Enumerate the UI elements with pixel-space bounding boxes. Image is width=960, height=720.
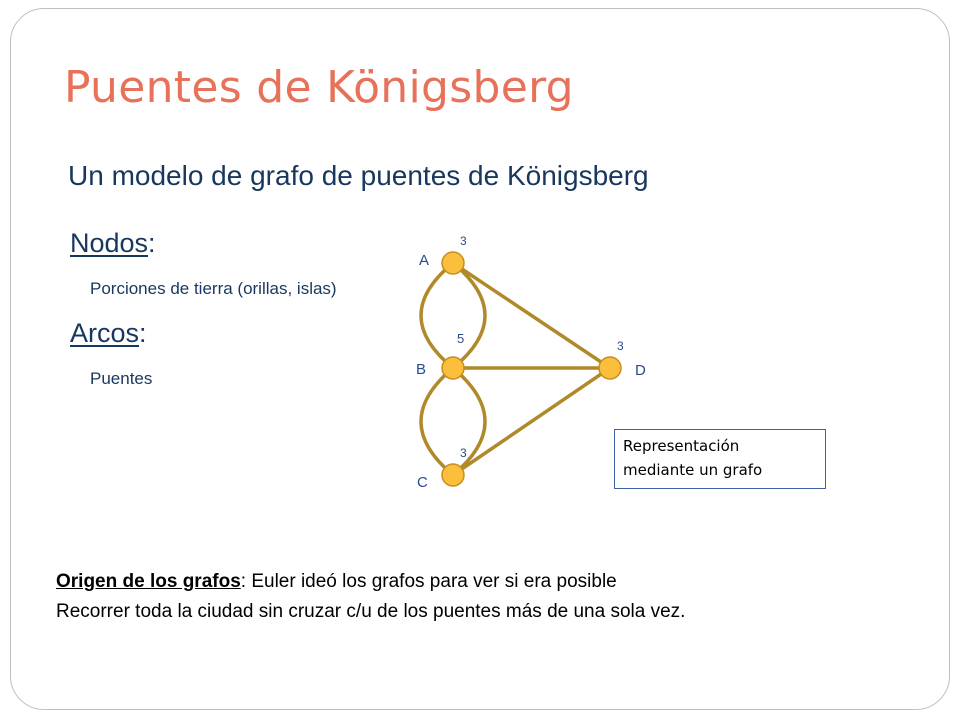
main-bullet-text: Un modelo de grafo de puentes de Königsberg	[68, 160, 649, 191]
edge-BC-0	[453, 368, 485, 475]
slide-title: Puentes de Königsberg	[64, 62, 574, 113]
arcos-colon: :	[139, 318, 147, 348]
node-degree-B: 5	[457, 331, 465, 346]
node-A	[442, 252, 464, 274]
nodos-label: Nodos	[70, 228, 149, 258]
edge-AB-0	[453, 263, 485, 368]
arcos-desc: Puentes	[90, 369, 153, 388]
origin-text	[56, 567, 685, 627]
nodos-bullet	[58, 228, 156, 259]
main-bullet	[52, 160, 649, 192]
node-label-A: A	[419, 252, 430, 269]
node-C	[442, 464, 464, 486]
node-degree-D: 3	[617, 339, 624, 353]
arcos-bullet	[58, 318, 147, 349]
origin-line-1: : Euler ideó los grafos para ver si era posible	[240, 571, 617, 592]
node-B	[442, 357, 464, 379]
edge-BC-1	[421, 368, 453, 475]
edge-AB-1	[421, 263, 453, 368]
node-label-B: B	[416, 361, 427, 378]
origin-label: Origen de los grafos	[56, 571, 241, 592]
node-label-D: D	[635, 362, 646, 379]
arcos-desc-bullet	[76, 369, 152, 389]
nodos-desc-bullet	[76, 279, 337, 299]
origin-line-2: Recorrer toda la ciudad sin cruzar c/u de los puentes más de una sola vez.	[56, 601, 686, 622]
edge-CD-0	[453, 368, 610, 475]
node-label-C: C	[417, 474, 428, 491]
edge-AD-0	[453, 263, 610, 368]
node-D	[599, 357, 621, 379]
nodos-desc: Porciones de tierra (orillas, islas)	[90, 279, 337, 298]
nodos-colon: :	[148, 228, 156, 258]
node-degree-A: 3	[460, 234, 467, 248]
caption-box	[614, 429, 826, 489]
caption-line-2: mediante un grafo	[623, 461, 763, 479]
caption-line-1: Representación	[623, 437, 740, 455]
arcos-label: Arcos	[70, 318, 140, 348]
node-degree-C: 3	[460, 446, 467, 460]
